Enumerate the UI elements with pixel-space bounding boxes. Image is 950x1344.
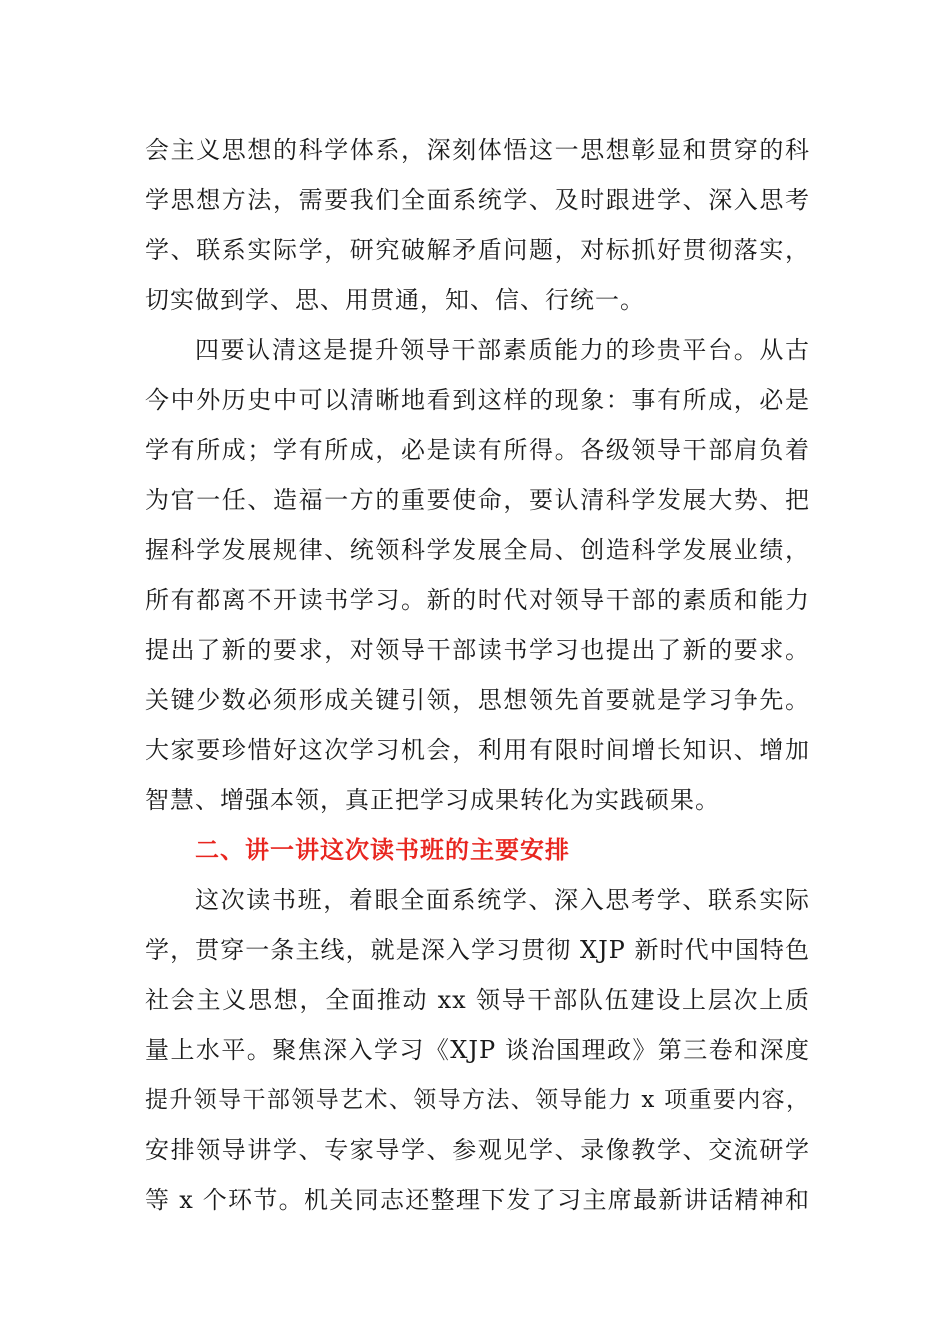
paragraph-1 <box>145 125 810 325</box>
text-line: 四要认清这是提升领导干部素质能力的珍贵平台。从古 <box>195 336 810 364</box>
text-line: 提出了新的要求，对领导干部读书学习也提出了新的要求。 <box>145 636 810 664</box>
text-line: 智慧、增强本领，真正把学习成果转化为实践硕果。 <box>145 786 720 814</box>
paragraph-3 <box>145 875 810 1225</box>
text-line: 社会主义思想，全面推动 xx 领导干部队伍建设上层次上质 <box>145 986 810 1014</box>
text-line: 所有都离不开读书学习。新的时代对领导干部的素质和能力 <box>145 586 810 614</box>
text-line: 学思想方法，需要我们全面系统学、及时跟进学、深入思考 <box>145 186 810 214</box>
text-line: 握科学发展规律、统领科学发展全局、创造科学发展业绩， <box>145 536 810 564</box>
text-line: 切实做到学、思、用贯通，知、信、行统一。 <box>145 286 645 314</box>
text-line: 量上水平。聚焦深入学习《XJP 谈治国理政》第三卷和深度 <box>145 1036 810 1064</box>
text-line: 这次读书班，着眼全面系统学、深入思考学、联系实际 <box>195 886 810 914</box>
text-line: 提升领导干部领导艺术、领导方法、领导能力 x 项重要内容， <box>145 1087 810 1113</box>
text-line: 安排领导讲学、专家导学、参观见学、录像教学、交流研学 <box>145 1136 810 1164</box>
paragraph-2 <box>145 325 810 825</box>
text-line: 为官一任、造福一方的重要使命，要认清科学发展大势、把 <box>145 486 810 514</box>
text-line: 等 x 个环节。机关同志还整理下发了习主席最新讲话精神和 <box>145 1186 810 1214</box>
text-line: 学、联系实际学，研究破解矛盾问题，对标抓好贯彻落实， <box>145 236 810 264</box>
text-line: 会主义思想的科学体系，深刻体悟这一思想彰显和贯穿的科 <box>145 136 810 164</box>
text-line: 关键少数必须形成关键引领，思想领先首要就是学习争先。 <box>145 686 810 714</box>
text-line: 学有所成；学有所成，必是读有所得。各级领导干部肩负着 <box>145 436 810 464</box>
section-heading: 二、讲一讲这次读书班的主要安排 <box>195 836 570 864</box>
document-page <box>145 125 810 1225</box>
text-line: 大家要珍惜好这次学习机会，利用有限时间增长知识、增加 <box>145 736 810 764</box>
text-line: 今中外历史中可以清晰地看到这样的现象：事有所成，必是 <box>145 386 810 414</box>
text-line: 学，贯穿一条主线，就是深入学习贯彻 XJP 新时代中国特色 <box>145 936 810 964</box>
